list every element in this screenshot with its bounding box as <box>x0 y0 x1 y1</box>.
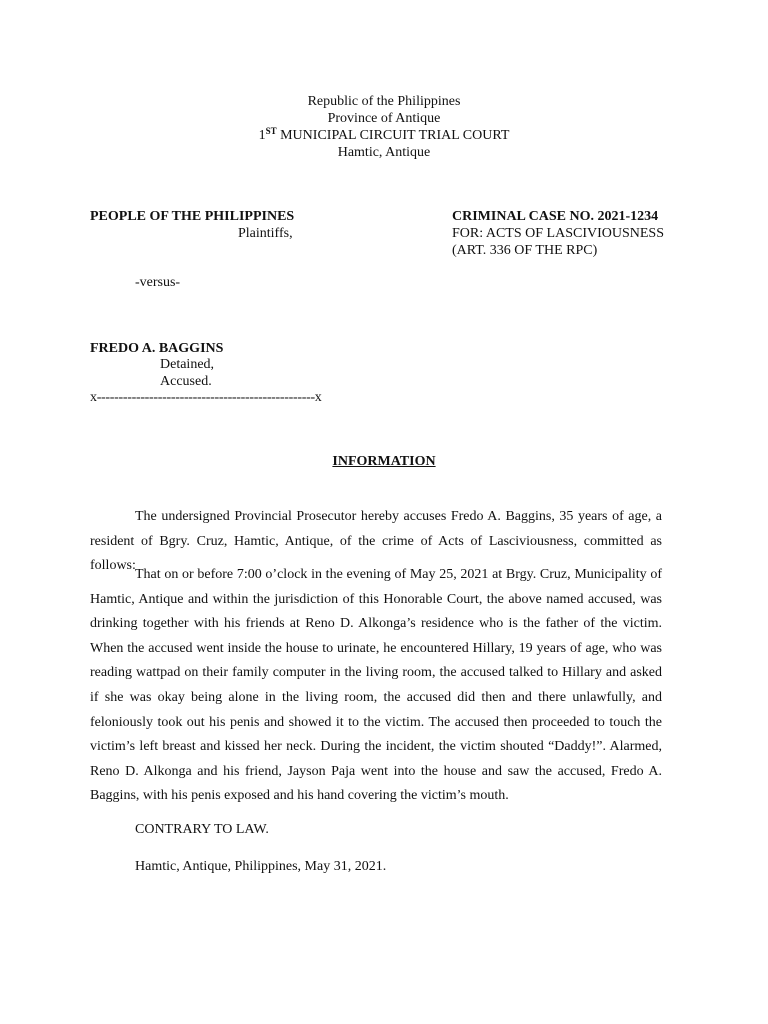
header-court <box>0 127 768 144</box>
header-republic: Republic of the Philippines <box>307 94 461 109</box>
body-paragraph-2 <box>90 563 662 809</box>
versus-label: -versus- <box>135 275 181 290</box>
header-province: Province of Antique <box>327 111 441 126</box>
case-number: CRIMINAL CASE NO. 2021-1234 <box>452 209 659 224</box>
plaintiff-name: PEOPLE OF THE PHILIPPINES <box>90 209 295 224</box>
document-title: INFORMATION <box>332 454 436 469</box>
contrary-to-law: CONTRARY TO LAW. <box>135 822 269 837</box>
header-location: Hamtic, Antique <box>337 145 431 160</box>
facts-paragraph: That on or before 7:00 o’clock in the evening of May 25, 2021 at Brgy. Cruz, Municipality of Hamtic, Antique and within the jurisdiction of this Honorable Court, the above named accused, was drinking together with his friends at Reno D. Alkonga’s residence who is the father of the victim. When the accused went inside the house to urinate, he encountered Hillary, 19 years of age, who was reading wattpad on their family computer in the living room, the accused talked to Hillary and asked if she was okay being alone in the living room, the accused did then and there unlawfully, and feloniously took out his penis and showed it to the victim. The accused then proceeded to touch the victim’s left breast and kissed her neck. During the incident, the victim shouted “Daddy!”. Alarmed, Reno D. Alkonga and his friend, Jayson Paja went into the house and saw the accused, Fredo A. Baggins, with his penis exposed and his hand covering the victim’s mouth. <box>90 567 662 804</box>
case-article: (ART. 336 OF THE RPC) <box>452 243 598 258</box>
header-court-number: 1 <box>258 128 266 143</box>
case-offense: FOR: ACTS OF LASCIVIOUSNESS <box>452 226 664 241</box>
header-court-ordinal: ST <box>265 126 277 136</box>
accused-name: FREDO A. BAGGINS <box>90 341 224 356</box>
place-date: Hamtic, Antique, Philippines, May 31, 2021. <box>135 859 387 874</box>
plaintiff-role: Plaintiffs, <box>238 226 293 241</box>
accused-role: Accused. <box>160 374 212 389</box>
accused-status: Detained, <box>160 357 215 372</box>
accusation-paragraph: The undersigned Provincial Prosecutor hereby accuses Fredo A. Baggins, 35 years of age, a resident of Bgry. Cruz, Hamtic, Antique, of the crime of Acts of Lasciviousness, committed as follows: <box>90 509 662 574</box>
header-court-name: MUNICIPAL CIRCUIT TRIAL COURT <box>276 128 510 143</box>
caption-separator: x--------------------------------------------------x <box>90 390 322 405</box>
